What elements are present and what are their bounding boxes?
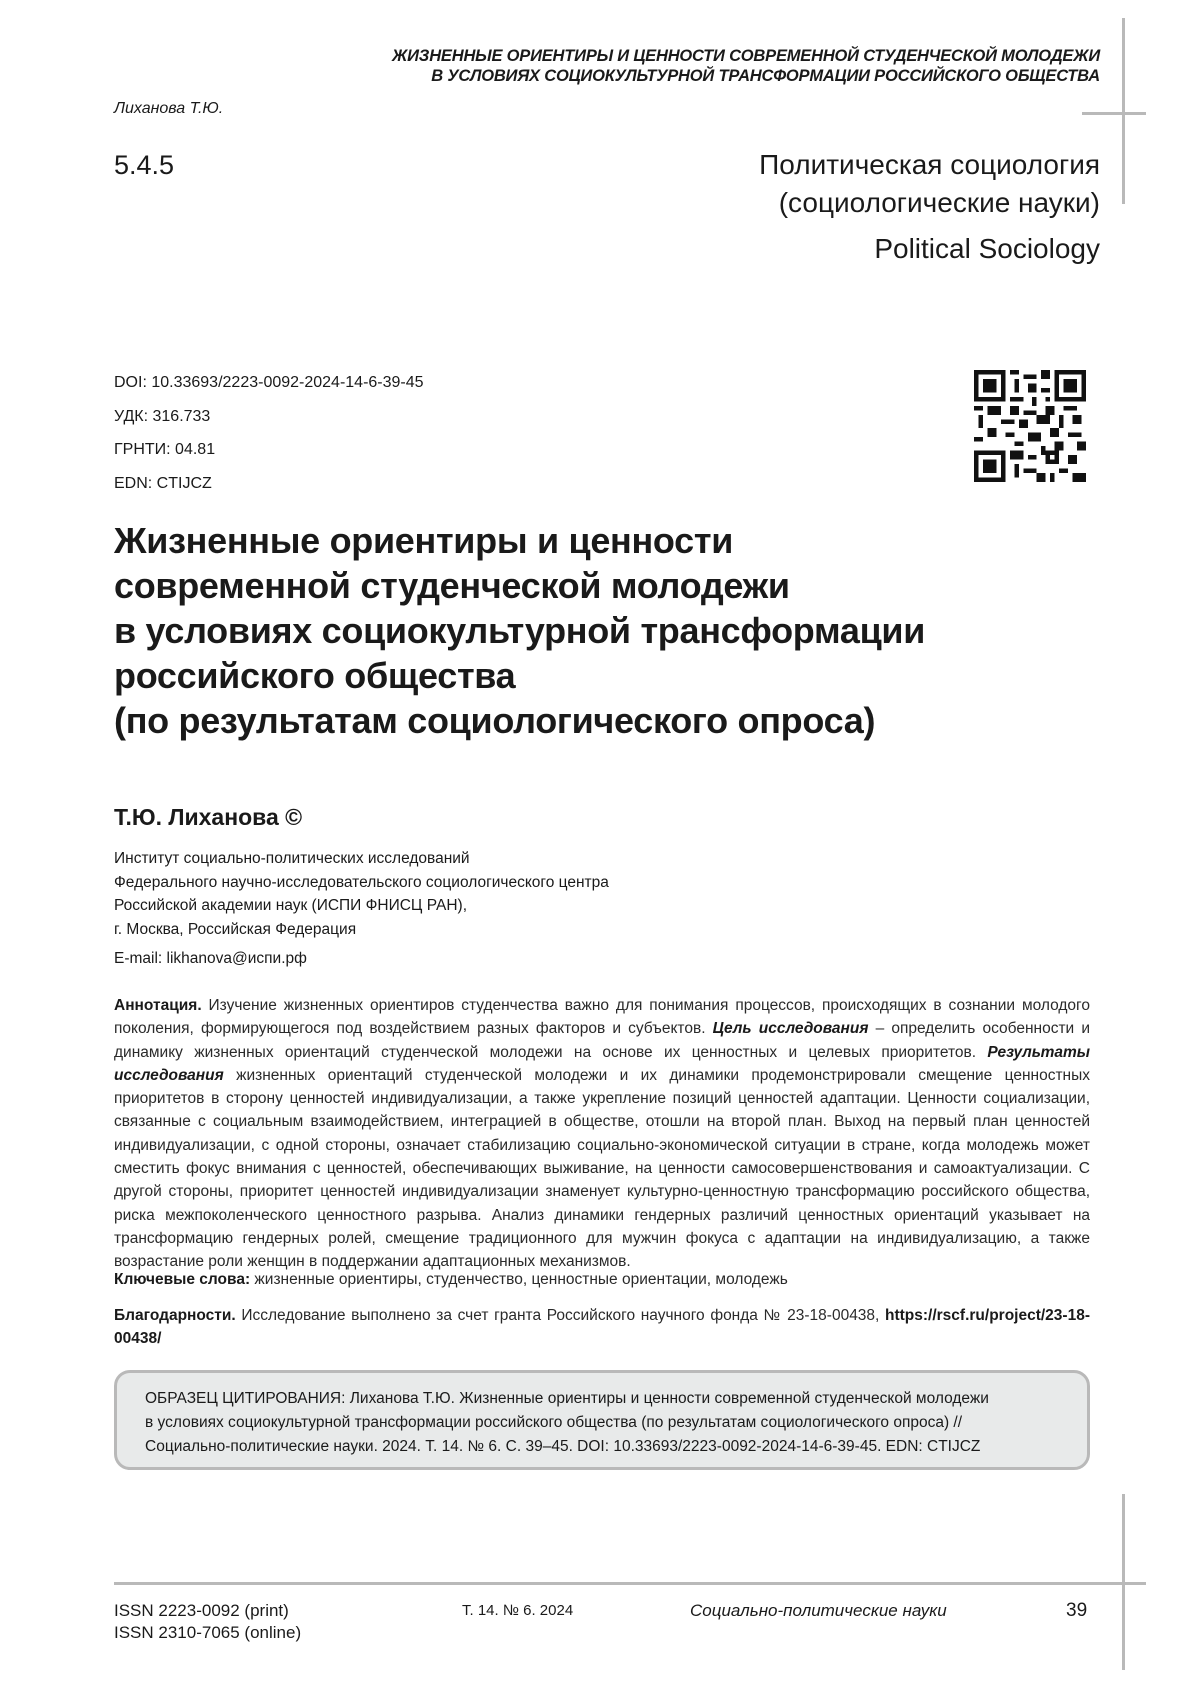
- abstract-text-1: Изучение жизненных ориентиров студенчества важно для понимания процессов, происходящих в сознании молодого поколения, формирующегося под воздействием разных факторов и субъектов.: [114, 997, 1090, 1038]
- citation-line-2: в условиях социокультурной трансформации российского общества (по результатам социологического опроса) //: [145, 1414, 963, 1431]
- affiliation-line-1: Институт социально-политических исследований: [114, 850, 470, 867]
- abstract-text-2: – определить особенности и динамику жизненных ориентаций студенческой молодежи на основе их ценностных и целевых приоритетов.: [114, 1020, 1090, 1061]
- abstract-text-3: жизненных ориентаций студенческой молодежи и их динамики продемонстрировали смещение ценностных приоритетов в сторону ценностей индивидуализации, а также укрепление позиций ценностей адаптации. Ценности социализации, связанные с социальным взаимодействием, интеграцией в обществе, отошли на второй план. Выход на первый план ценностей индивидуализации, с одной стороны, означает стабилизацию социально-экономической ситуации в стране, когда молодежь может сместить фокус внимания с ценностей, обеспечивающих выживание, на ценности самосовершенствования и самоактуализации. С другой стороны, приоритет ценностей индивидуализации знаменует культурно-ценностную трансформацию российского общества, риска межпоколенческого ценностного разрыва. Анализ динамики гендерных различий ценностных ориентаций указывает на трансформацию гендерных ролей, смещение традиционного для мужчин фокуса с адаптации на индивидуализацию, а также возрастание роли женщин в поддержании адаптационных механизмов.: [114, 1066, 1090, 1271]
- rubric-line-1: Политическая социология: [759, 149, 1100, 180]
- keywords-label: Ключевые слова:: [114, 1271, 251, 1288]
- citation-line-1: ОБРАЗЕЦ ЦИТИРОВАНИЯ: Лиханова Т.Ю. Жизненные ориентиры и ценности современной студенческой молодежи: [145, 1390, 989, 1407]
- citation-box: [114, 1370, 1090, 1470]
- running-title-line-1: ЖИЗНЕННЫЕ ОРИЕНТИРЫ И ЦЕННОСТИ СОВРЕМЕННОЙ СТУДЕНЧЕСКОЙ МОЛОДЕЖИ: [392, 47, 1100, 65]
- doi: DOI: 10.33693/2223-0092-2024-14-6-39-45: [114, 374, 424, 391]
- rubric: [759, 146, 1100, 222]
- keywords: [114, 1268, 1090, 1291]
- affiliation: [114, 847, 609, 941]
- udk: УДК: 316.733: [114, 407, 211, 425]
- abstract-goal-label: Цель исследования: [712, 1020, 869, 1038]
- running-author: Лиханова Т.Ю.: [114, 100, 224, 117]
- abstract-results-label: Результаты исследования: [114, 1043, 1090, 1084]
- affiliation-line-4: г. Москва, Российская Федерация: [114, 920, 357, 938]
- abstract: [114, 994, 1090, 1274]
- affiliation-line-2: Федерального научно-исследовательского социологического центра: [114, 873, 609, 891]
- rubric-english: Political Sociology: [874, 233, 1100, 264]
- running-title: [200, 46, 1100, 86]
- title-line-4: российского общества: [114, 655, 516, 696]
- footer-volume: Т. 14. № 6. 2024: [462, 1602, 574, 1619]
- citation-line-3: Социально-политические науки. 2024. Т. 14. № 6. С. 39–45. DOI: 10.33693/2223-0092-2024-14-6-39-45. EDN: CTIJCZ: [145, 1438, 981, 1455]
- thanks-text: Исследование выполнено за счет гранта Российского научного фонда № 23-18-00438,: [235, 1307, 885, 1324]
- thanks-label: Благодарности.: [114, 1307, 236, 1324]
- rubric-line-2: (социологические науки): [778, 187, 1100, 218]
- top-right-vertical-rule: [1122, 18, 1125, 204]
- issn-online: ISSN 2310-7065 (online): [114, 1623, 302, 1642]
- edn: EDN: CTIJCZ: [114, 474, 212, 492]
- qr-code-icon: [974, 370, 1086, 482]
- page-number: 39: [1066, 1600, 1088, 1621]
- affiliation-line-3: Российской академии наук (ИСПИ ФНИСЦ РАН),: [114, 897, 468, 914]
- title-line-1: Жизненные ориентиры и ценности: [114, 520, 734, 561]
- footer-issn: [114, 1600, 301, 1644]
- article-title: [114, 518, 1094, 743]
- author-name: Т.Ю. Лиханова ©: [114, 804, 303, 830]
- footer-horizontal-rule: [114, 1582, 1146, 1585]
- acknowledgements: [114, 1304, 1090, 1351]
- abstract-label: Аннотация.: [114, 997, 202, 1014]
- issn-print: ISSN 2223-0092 (print): [114, 1601, 289, 1620]
- footer-journal: Социально-политические науки: [690, 1601, 947, 1620]
- running-title-line-2: В УСЛОВИЯХ СОЦИОКУЛЬТУРНОЙ ТРАНСФОРМАЦИИ РОССИЙСКОГО ОБЩЕСТВА: [431, 67, 1100, 85]
- keywords-text: жизненные ориентиры, студенчество, ценностные ориентации, молодежь: [250, 1271, 788, 1288]
- grant-link[interactable]: https://rscf.ru/project/23-18-00438/: [114, 1307, 1090, 1348]
- title-line-2: современной студенческой молодежи: [114, 565, 790, 606]
- title-line-5: (по результатам социологического опроса): [114, 700, 876, 741]
- article-metadata: [114, 366, 424, 500]
- grnti: ГРНТИ: 04.81: [114, 441, 216, 458]
- author-email[interactable]: E-mail: likhanova@испи.рф: [114, 950, 307, 967]
- top-right-horizontal-rule: [1082, 112, 1146, 115]
- section-code: 5.4.5: [114, 150, 175, 180]
- title-line-3: в условиях социокультурной трансформации: [114, 610, 926, 651]
